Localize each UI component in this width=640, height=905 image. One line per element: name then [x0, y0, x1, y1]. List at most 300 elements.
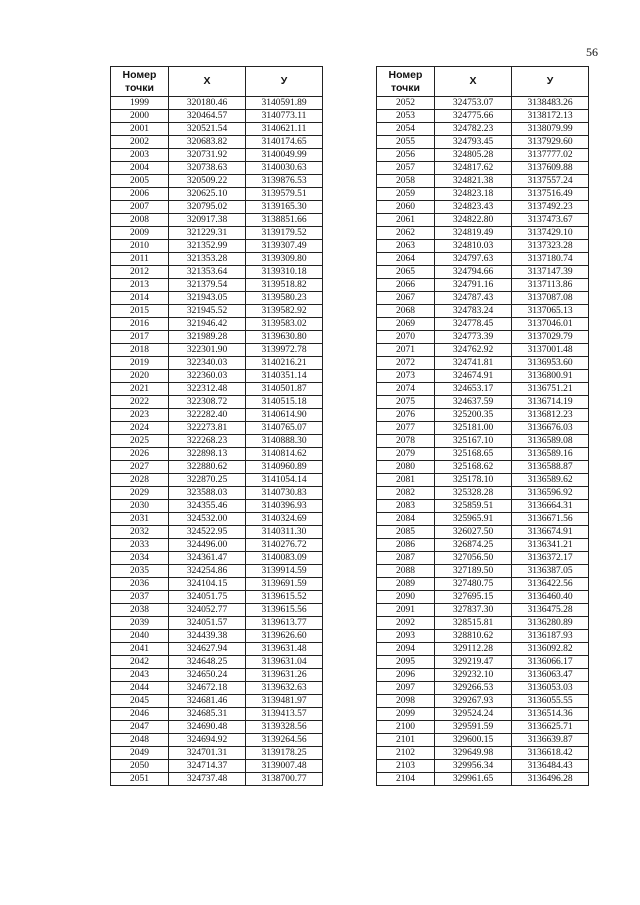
- cell-point-number: 2092: [377, 617, 435, 630]
- cell-x: 324694.92: [169, 734, 246, 747]
- table-row: [111, 591, 323, 604]
- cell-x: 320738.63: [169, 162, 246, 175]
- table-row: [111, 318, 323, 331]
- cell-x: 324051.57: [169, 617, 246, 630]
- table-row: [111, 617, 323, 630]
- cell-point-number: 2036: [111, 578, 169, 591]
- table-row: [111, 110, 323, 123]
- table-row: [377, 604, 589, 617]
- cell-x: 324737.48: [169, 773, 246, 786]
- table-row: [111, 734, 323, 747]
- table-row: [377, 279, 589, 292]
- cell-point-number: 2091: [377, 604, 435, 617]
- cell-point-number: 2047: [111, 721, 169, 734]
- cell-x: 325200.35: [435, 409, 512, 422]
- cell-x: 329524.24: [435, 708, 512, 721]
- table-row: [111, 279, 323, 292]
- table-row: [377, 227, 589, 240]
- cell-x: 322312.48: [169, 383, 246, 396]
- cell-y: 3140216.21: [246, 357, 323, 370]
- cell-point-number: 2068: [377, 305, 435, 318]
- cell-y: 3139165.30: [246, 201, 323, 214]
- cell-point-number: 2087: [377, 552, 435, 565]
- cell-y: 3139615.52: [246, 591, 323, 604]
- cell-x: 325168.62: [435, 461, 512, 474]
- cell-y: 3136053.03: [512, 682, 589, 695]
- table-row: [111, 669, 323, 682]
- cell-point-number: 2069: [377, 318, 435, 331]
- cell-x: 324793.45: [435, 136, 512, 149]
- coordinates-table-left: [110, 66, 323, 786]
- cell-point-number: 2015: [111, 305, 169, 318]
- cell-point-number: 2053: [377, 110, 435, 123]
- table-row: [377, 734, 589, 747]
- cell-x: 324627.94: [169, 643, 246, 656]
- cell-y: 3139307.49: [246, 240, 323, 253]
- cell-x: 320795.02: [169, 201, 246, 214]
- cell-x: 328810.62: [435, 630, 512, 643]
- cell-y: 3139310.18: [246, 266, 323, 279]
- cell-x: 324791.16: [435, 279, 512, 292]
- cell-y: 3140960.89: [246, 461, 323, 474]
- cell-point-number: 2079: [377, 448, 435, 461]
- cell-x: 322282.40: [169, 409, 246, 422]
- cell-x: 324778.45: [435, 318, 512, 331]
- cell-x: 325168.65: [435, 448, 512, 461]
- cell-x: 322301.90: [169, 344, 246, 357]
- cell-point-number: 2060: [377, 201, 435, 214]
- cell-y: 3136475.28: [512, 604, 589, 617]
- cell-x: 324794.66: [435, 266, 512, 279]
- cell-x: 321352.99: [169, 240, 246, 253]
- cell-point-number: 2019: [111, 357, 169, 370]
- table-row: [377, 526, 589, 539]
- cell-y: 3139264.56: [246, 734, 323, 747]
- cell-point-number: 2009: [111, 227, 169, 240]
- cell-point-number: 2025: [111, 435, 169, 448]
- table-row: [111, 604, 323, 617]
- table-row: [377, 448, 589, 461]
- table-row: [377, 513, 589, 526]
- table-row: [377, 695, 589, 708]
- cell-x: 329267.93: [435, 695, 512, 708]
- cell-x: 320180.46: [169, 97, 246, 110]
- cell-x: 324672.18: [169, 682, 246, 695]
- cell-y: 3139309.80: [246, 253, 323, 266]
- cell-x: 327837.30: [435, 604, 512, 617]
- cell-point-number: 2013: [111, 279, 169, 292]
- cell-x: 320464.57: [169, 110, 246, 123]
- cell-y: 3140351.14: [246, 370, 323, 383]
- cell-y: 3136422.56: [512, 578, 589, 591]
- cell-y: 3140515.18: [246, 396, 323, 409]
- cell-y: 3136187.93: [512, 630, 589, 643]
- cell-point-number: 2062: [377, 227, 435, 240]
- cell-x: 324822.80: [435, 214, 512, 227]
- cell-y: 3136372.17: [512, 552, 589, 565]
- cell-x: 324823.43: [435, 201, 512, 214]
- cell-point-number: 2001: [111, 123, 169, 136]
- cell-x: 324773.39: [435, 331, 512, 344]
- table-row: [111, 461, 323, 474]
- table-row: [111, 253, 323, 266]
- table-row: [111, 565, 323, 578]
- table-row: [111, 240, 323, 253]
- cell-x: 320625.10: [169, 188, 246, 201]
- cell-x: 322898.13: [169, 448, 246, 461]
- cell-x: 321943.05: [169, 292, 246, 305]
- cell-x: 325181.00: [435, 422, 512, 435]
- cell-y: 3140888.30: [246, 435, 323, 448]
- cell-x: 324052.77: [169, 604, 246, 617]
- cell-x: 329219.47: [435, 656, 512, 669]
- cell-point-number: 2074: [377, 383, 435, 396]
- cell-point-number: 2081: [377, 474, 435, 487]
- cell-x: 322360.03: [169, 370, 246, 383]
- cell-x: 329232.10: [435, 669, 512, 682]
- table-row: [377, 110, 589, 123]
- table-row: [111, 396, 323, 409]
- cell-x: 322268.23: [169, 435, 246, 448]
- cell-x: 320509.22: [169, 175, 246, 188]
- cell-y: 3136588.87: [512, 461, 589, 474]
- cell-point-number: 2056: [377, 149, 435, 162]
- cell-point-number: 2007: [111, 201, 169, 214]
- cell-y: 3140814.62: [246, 448, 323, 461]
- table-row: [111, 578, 323, 591]
- cell-y: 3136589.08: [512, 435, 589, 448]
- cell-x: 324762.92: [435, 344, 512, 357]
- table-row: [111, 383, 323, 396]
- table-row: [111, 500, 323, 513]
- table-row: [111, 721, 323, 734]
- cell-point-number: 2083: [377, 500, 435, 513]
- cell-x: 325328.28: [435, 487, 512, 500]
- cell-point-number: 2045: [111, 695, 169, 708]
- cell-point-number: 2048: [111, 734, 169, 747]
- table-row: [377, 331, 589, 344]
- cell-x: 324701.31: [169, 747, 246, 760]
- cell-y: 3136589.62: [512, 474, 589, 487]
- cell-point-number: 2040: [111, 630, 169, 643]
- cell-x: 324753.07: [435, 97, 512, 110]
- cell-point-number: 2080: [377, 461, 435, 474]
- table-row: [377, 643, 589, 656]
- cell-y: 3141054.14: [246, 474, 323, 487]
- cell-y: 3136496.28: [512, 773, 589, 786]
- cell-point-number: 2058: [377, 175, 435, 188]
- cell-x: 324254.86: [169, 565, 246, 578]
- table-row: [377, 721, 589, 734]
- table-row: [111, 201, 323, 214]
- cell-x: 326874.25: [435, 539, 512, 552]
- cell-point-number: 2086: [377, 539, 435, 552]
- cell-x: 329591.59: [435, 721, 512, 734]
- coordinates-table-right: [376, 66, 589, 786]
- cell-x: 324650.24: [169, 669, 246, 682]
- cell-y: 3140174.65: [246, 136, 323, 149]
- cell-point-number: 2104: [377, 773, 435, 786]
- cell-point-number: 2085: [377, 526, 435, 539]
- cell-x: 322870.25: [169, 474, 246, 487]
- cell-point-number: 2018: [111, 344, 169, 357]
- cell-x: 324797.63: [435, 253, 512, 266]
- cell-y: 3138172.13: [512, 110, 589, 123]
- cell-point-number: 2097: [377, 682, 435, 695]
- cell-y: 3136664.31: [512, 500, 589, 513]
- cell-x: 324522.95: [169, 526, 246, 539]
- cell-point-number: 2038: [111, 604, 169, 617]
- cell-x: 324819.49: [435, 227, 512, 240]
- cell-point-number: 2016: [111, 318, 169, 331]
- cell-point-number: 2089: [377, 578, 435, 591]
- table-row: [111, 266, 323, 279]
- cell-y: 3139632.63: [246, 682, 323, 695]
- cell-point-number: 2096: [377, 669, 435, 682]
- cell-y: 3136800.91: [512, 370, 589, 383]
- cell-x: 324714.37: [169, 760, 246, 773]
- cell-y: 3139007.48: [246, 760, 323, 773]
- cell-point-number: 2065: [377, 266, 435, 279]
- cell-y: 3140591.89: [246, 97, 323, 110]
- cell-y: 3139691.59: [246, 578, 323, 591]
- cell-point-number: 2103: [377, 760, 435, 773]
- table-row: [111, 474, 323, 487]
- cell-point-number: 2094: [377, 643, 435, 656]
- table-row: [111, 526, 323, 539]
- cell-x: 324783.24: [435, 305, 512, 318]
- cell-x: 324741.81: [435, 357, 512, 370]
- header-y: У: [512, 67, 589, 97]
- table-row: [111, 760, 323, 773]
- cell-x: 324685.31: [169, 708, 246, 721]
- table-row: [111, 227, 323, 240]
- table-row: [111, 448, 323, 461]
- table-row: [111, 370, 323, 383]
- cell-point-number: 2075: [377, 396, 435, 409]
- table-body: [377, 97, 589, 786]
- cell-y: 3140276.72: [246, 539, 323, 552]
- cell-point-number: 2057: [377, 162, 435, 175]
- cell-x: 329266.53: [435, 682, 512, 695]
- cell-point-number: 2026: [111, 448, 169, 461]
- cell-point-number: 2017: [111, 331, 169, 344]
- cell-point-number: 2073: [377, 370, 435, 383]
- table-row: [377, 97, 589, 110]
- table-row: [377, 760, 589, 773]
- cell-point-number: 2032: [111, 526, 169, 539]
- table-row: [377, 591, 589, 604]
- cell-y: 3136484.43: [512, 760, 589, 773]
- table-row: [377, 149, 589, 162]
- cell-point-number: 2020: [111, 370, 169, 383]
- cell-point-number: 2037: [111, 591, 169, 604]
- cell-x: 324439.38: [169, 630, 246, 643]
- cell-y: 3140621.11: [246, 123, 323, 136]
- cell-y: 3140501.87: [246, 383, 323, 396]
- cell-point-number: 2031: [111, 513, 169, 526]
- cell-y: 3140773.11: [246, 110, 323, 123]
- table-row: [377, 708, 589, 721]
- cell-point-number: 2000: [111, 110, 169, 123]
- cell-y: 3139631.48: [246, 643, 323, 656]
- table-body: [111, 97, 323, 786]
- cell-point-number: 2024: [111, 422, 169, 435]
- cell-y: 3136280.89: [512, 617, 589, 630]
- table-row: [377, 240, 589, 253]
- cell-x: 327480.75: [435, 578, 512, 591]
- cell-x: 324355.46: [169, 500, 246, 513]
- cell-point-number: 2023: [111, 409, 169, 422]
- cell-x: 324821.38: [435, 175, 512, 188]
- cell-point-number: 2011: [111, 253, 169, 266]
- cell-point-number: 2066: [377, 279, 435, 292]
- table-row: [377, 487, 589, 500]
- table-row: [111, 162, 323, 175]
- table-row: [111, 149, 323, 162]
- table-row: [377, 461, 589, 474]
- cell-y: 3139876.53: [246, 175, 323, 188]
- table-row: [377, 669, 589, 682]
- table-row: [111, 331, 323, 344]
- cell-y: 3136676.03: [512, 422, 589, 435]
- header-x: X: [169, 67, 246, 97]
- cell-y: 3137065.13: [512, 305, 589, 318]
- table-row: [377, 552, 589, 565]
- cell-x: 324810.03: [435, 240, 512, 253]
- cell-y: 3136618.42: [512, 747, 589, 760]
- cell-point-number: 2004: [111, 162, 169, 175]
- cell-y: 3137113.86: [512, 279, 589, 292]
- cell-x: 324805.28: [435, 149, 512, 162]
- cell-x: 322340.03: [169, 357, 246, 370]
- cell-y: 3140614.90: [246, 409, 323, 422]
- cell-y: 3136066.17: [512, 656, 589, 669]
- table-row: [377, 565, 589, 578]
- cell-y: 3137001.48: [512, 344, 589, 357]
- cell-y: 3137087.08: [512, 292, 589, 305]
- table-row: [111, 409, 323, 422]
- cell-point-number: 2051: [111, 773, 169, 786]
- table-row: [377, 292, 589, 305]
- table-row: [377, 539, 589, 552]
- cell-x: 327056.50: [435, 552, 512, 565]
- table-row: [111, 539, 323, 552]
- table-row: [377, 409, 589, 422]
- cell-point-number: 2049: [111, 747, 169, 760]
- cell-point-number: 2067: [377, 292, 435, 305]
- cell-y: 3139579.51: [246, 188, 323, 201]
- cell-y: 3137516.49: [512, 188, 589, 201]
- table-row: [111, 292, 323, 305]
- cell-y: 3136625.71: [512, 721, 589, 734]
- cell-point-number: 2035: [111, 565, 169, 578]
- cell-point-number: 2006: [111, 188, 169, 201]
- cell-x: 327695.15: [435, 591, 512, 604]
- table-row: [377, 578, 589, 591]
- table-row: [111, 188, 323, 201]
- table-row: [111, 305, 323, 318]
- cell-x: 324674.91: [435, 370, 512, 383]
- cell-point-number: 2099: [377, 708, 435, 721]
- table-row: [377, 175, 589, 188]
- table-row: [377, 266, 589, 279]
- cell-y: 3139630.80: [246, 331, 323, 344]
- cell-y: 3136589.16: [512, 448, 589, 461]
- cell-x: 322308.72: [169, 396, 246, 409]
- cell-x: 324051.75: [169, 591, 246, 604]
- cell-y: 3136514.36: [512, 708, 589, 721]
- cell-point-number: 2102: [377, 747, 435, 760]
- cell-point-number: 2039: [111, 617, 169, 630]
- cell-x: 324787.43: [435, 292, 512, 305]
- cell-x: 324104.15: [169, 578, 246, 591]
- cell-x: 324496.00: [169, 539, 246, 552]
- table-row: [111, 656, 323, 669]
- cell-point-number: 2002: [111, 136, 169, 149]
- cell-y: 3138483.26: [512, 97, 589, 110]
- table-row: [111, 682, 323, 695]
- table-row: [377, 318, 589, 331]
- cell-point-number: 2101: [377, 734, 435, 747]
- cell-y: 3139972.78: [246, 344, 323, 357]
- table-row: [111, 552, 323, 565]
- table-row: [377, 422, 589, 435]
- cell-y: 3136387.05: [512, 565, 589, 578]
- table-row: [377, 188, 589, 201]
- table-row: [111, 357, 323, 370]
- cell-y: 3137046.01: [512, 318, 589, 331]
- cell-x: 329649.98: [435, 747, 512, 760]
- cell-y: 3140083.09: [246, 552, 323, 565]
- cell-y: 3136341.21: [512, 539, 589, 552]
- cell-y: 3136953.60: [512, 357, 589, 370]
- cell-y: 3137492.23: [512, 201, 589, 214]
- cell-point-number: 2070: [377, 331, 435, 344]
- cell-x: 320683.82: [169, 136, 246, 149]
- cell-y: 3139328.56: [246, 721, 323, 734]
- table-row: [111, 214, 323, 227]
- table-row: [377, 396, 589, 409]
- cell-x: 324648.25: [169, 656, 246, 669]
- cell-y: 3140396.93: [246, 500, 323, 513]
- table-row: [377, 656, 589, 669]
- table-row: [377, 370, 589, 383]
- cell-x: 321353.28: [169, 253, 246, 266]
- cell-point-number: 2033: [111, 539, 169, 552]
- cell-point-number: 2054: [377, 123, 435, 136]
- cell-x: 325167.10: [435, 435, 512, 448]
- table-row: [111, 422, 323, 435]
- cell-y: 3139178.25: [246, 747, 323, 760]
- cell-point-number: 2044: [111, 682, 169, 695]
- cell-y: 3137473.67: [512, 214, 589, 227]
- cell-x: 327189.50: [435, 565, 512, 578]
- table-row: [377, 305, 589, 318]
- cell-y: 3137929.60: [512, 136, 589, 149]
- cell-point-number: 1999: [111, 97, 169, 110]
- header-point-number: Номер точки: [377, 67, 435, 97]
- cell-point-number: 2055: [377, 136, 435, 149]
- cell-point-number: 2046: [111, 708, 169, 721]
- cell-point-number: 2030: [111, 500, 169, 513]
- cell-y: 3139413.57: [246, 708, 323, 721]
- cell-y: 3139631.26: [246, 669, 323, 682]
- cell-x: 324361.47: [169, 552, 246, 565]
- table-row: [377, 357, 589, 370]
- cell-y: 3136714.19: [512, 396, 589, 409]
- cell-y: 3139518.82: [246, 279, 323, 292]
